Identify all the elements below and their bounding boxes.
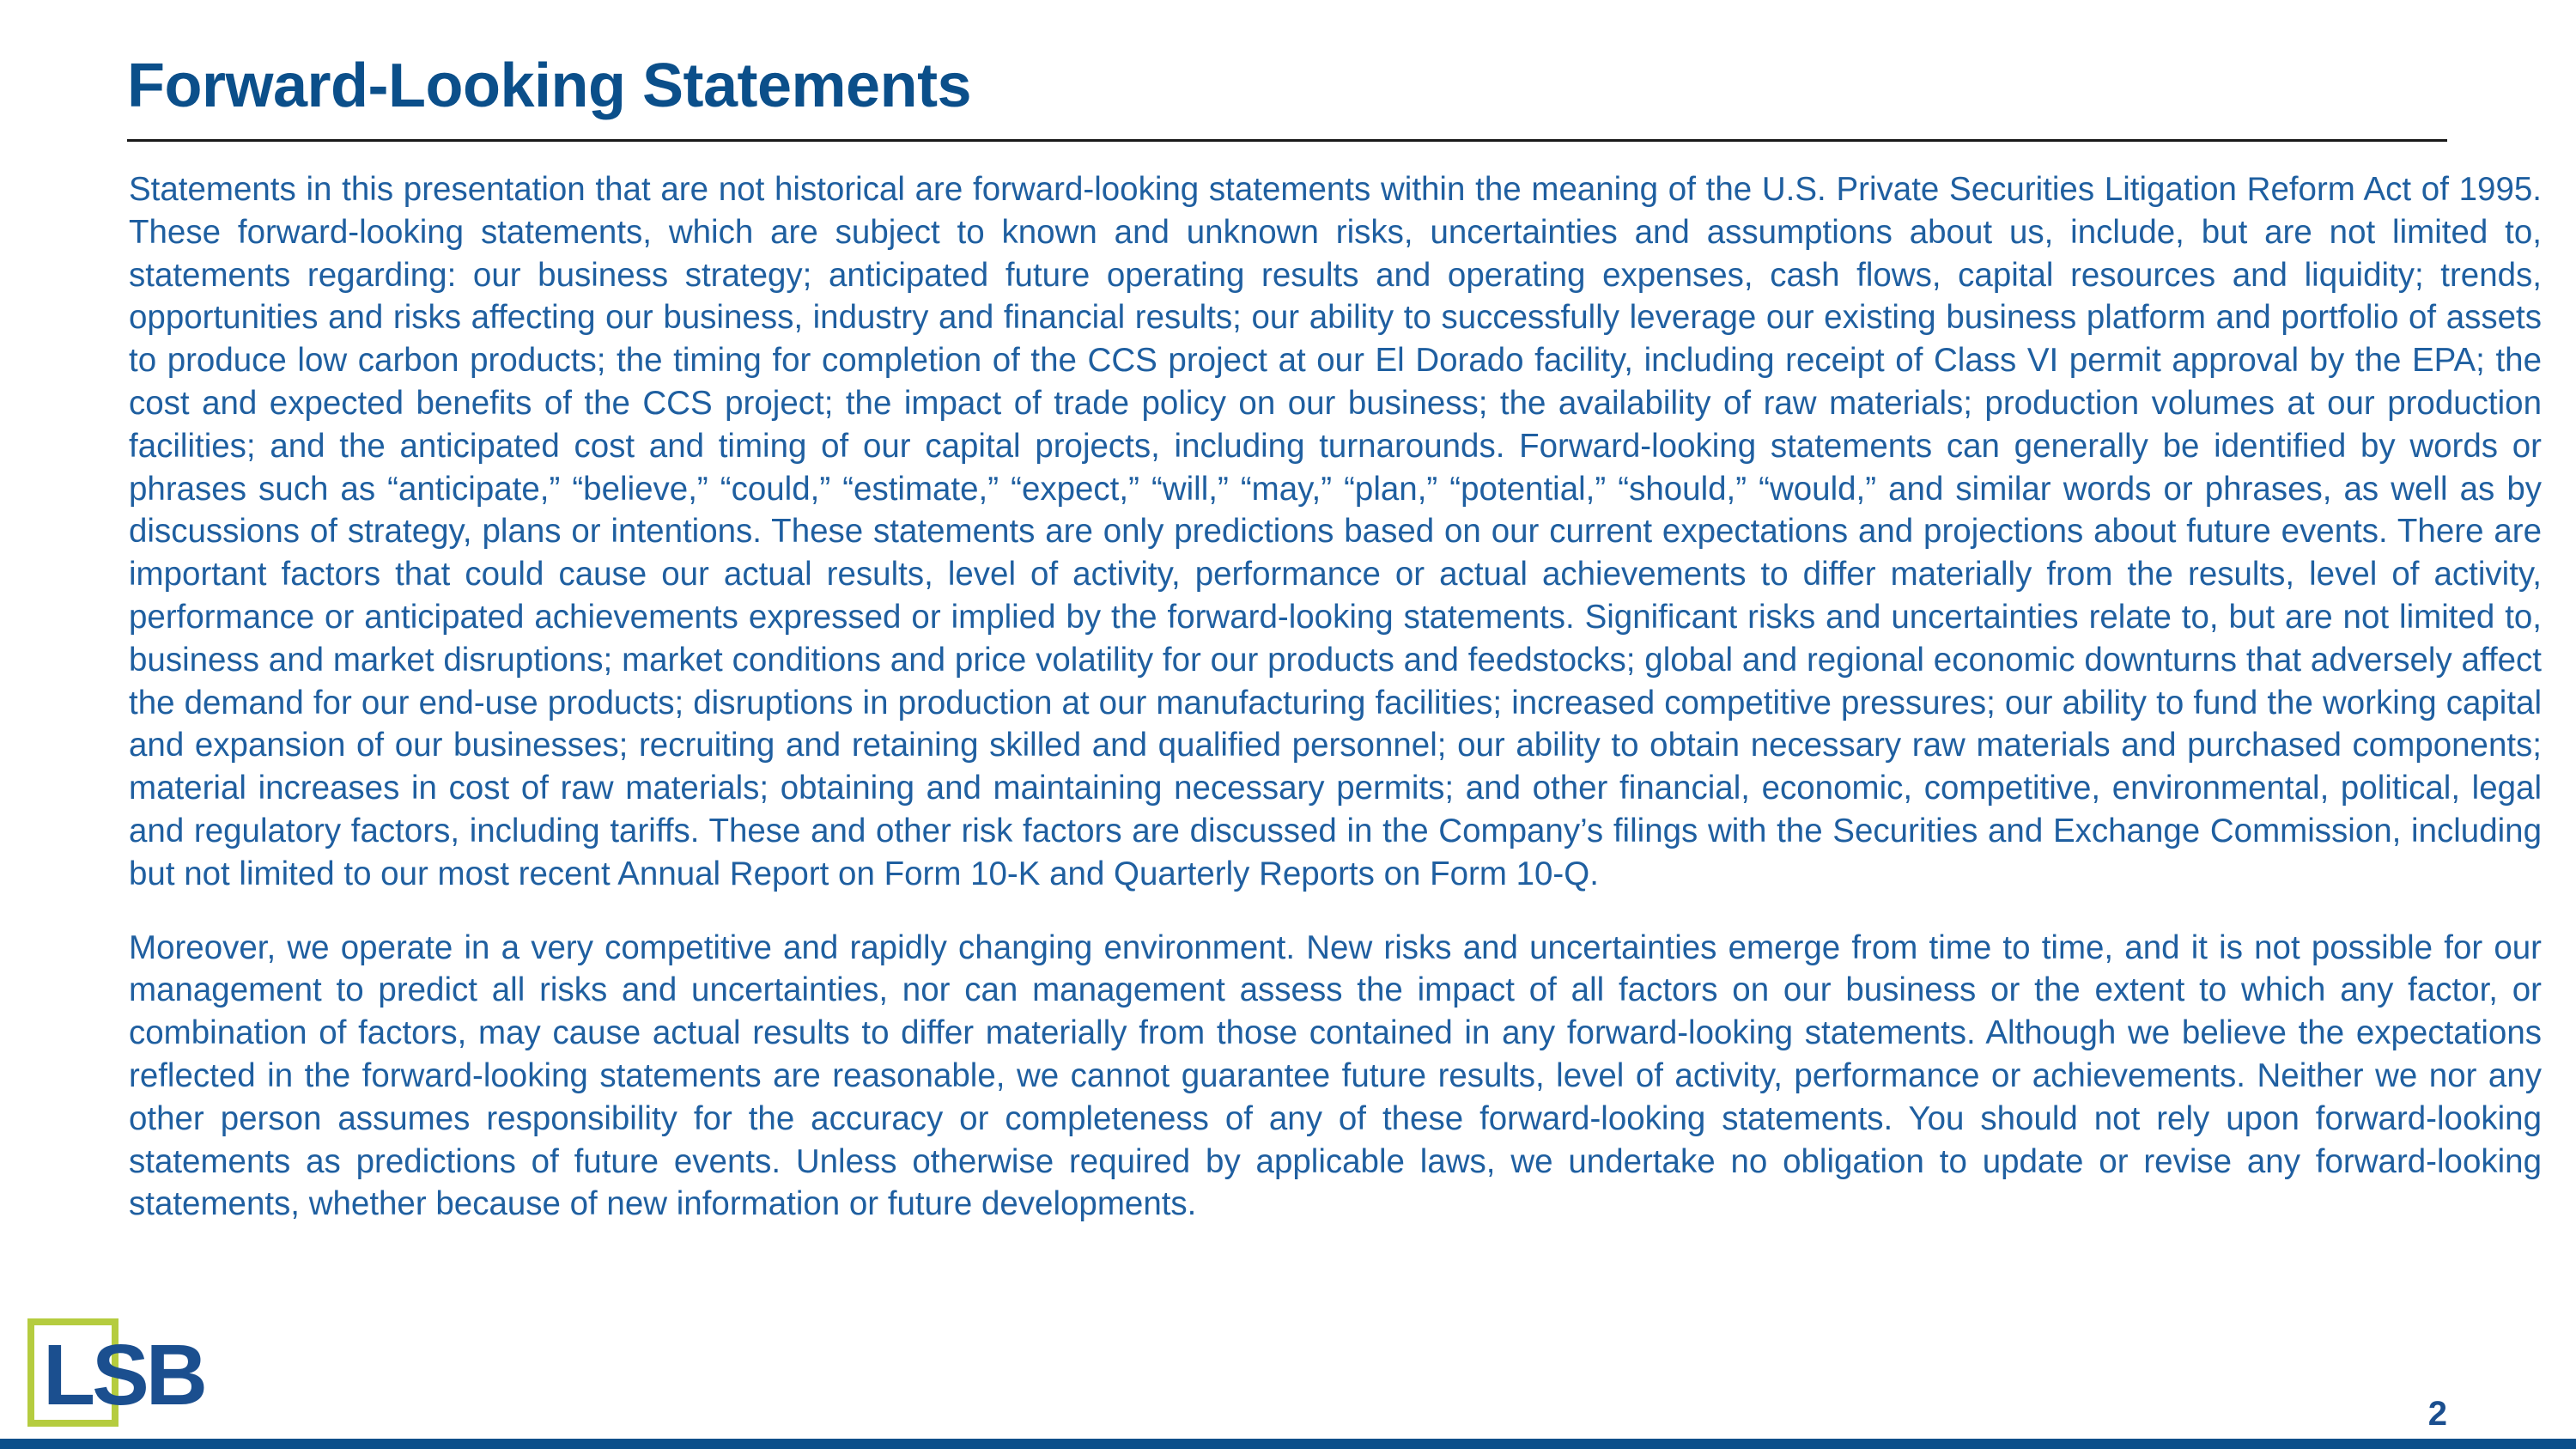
logo-text: LSB bbox=[43, 1327, 204, 1423]
disclaimer-paragraph-1: Statements in this presentation that are not historical are forward-looking statements within the meaning of the U.S. Private Securities Litigation Reform Act of 1995. These forward-looking statements, which are subject to known and unknown risks, uncertainties and assumptions about us, include, but are not limited to, statements regarding: our business strategy; anticipated future operating results and operating expenses, cash flows, capital resources and liquidity; trends, opportunities and risks affecting our business, industry and financial results; our ability to successfully leverage our existing business platform and portfolio of assets to produce low carbon products; the timing for completion of the CCS project at our El Dorado facility, including receipt of Class VI permit approval by the EPA; the cost and expected benefits of the CCS project; the impact of trade policy on our business; the availability of raw materials; production volumes at our production facilities; and the anticipated cost and timing of our capital projects, including turnarounds. Forward-looking statements can generally be identified by words or phrases such as “anticipate,” “believe,” “could,” “estimate,” “expect,” “will,” “may,” “plan,” “potential,” “should,” “would,” and similar words or phrases, as well as by discussions of strategy, plans or intentions. These statements are only predictions based on our current expectations and projections about future events. There are important factors that could cause our actual results, level of activity, performance or actual achievements to differ materially from the results, level of activity, performance or anticipated achievements expressed or implied by the forward-looking statements. Significant risks and uncertainties relate to, but are not limited to, business and market disruptions; market conditions and price volatility for our products and feedstocks; global and regional economic downturns that adversely affect the demand for our end-use products; disruptions in production at our manufacturing facilities; increased competitive pressures; our ability to fund the working capital and expansion of our businesses; recruiting and retaining skilled and qualified personnel; our ability to obtain necessary raw materials and purchased components; material increases in cost of raw materials; obtaining and maintaining necessary permits; and other financial, economic, competitive, environmental, political, legal and regulatory factors, including tariffs. These and other risk factors are discussed in the Company’s filings with the Securities and Exchange Commission, including but not limited to our most recent Annual Report on Form 10-K and Quarterly Reports on Form 10-Q. bbox=[129, 171, 2542, 892]
title-divider bbox=[127, 139, 2447, 142]
disclaimer-body bbox=[129, 168, 2542, 1226]
footer-bar bbox=[0, 1439, 2576, 1449]
page-number: 2 bbox=[2427, 1395, 2447, 1433]
company-logo bbox=[24, 1318, 222, 1439]
slide-title: Forward-Looking Statements bbox=[127, 52, 972, 120]
disclaimer-paragraph-2: Moreover, we operate in a very competitive and rapidly changing environment. New risks and uncertainties emerge from time to time, and it is not possible for our management to predict all risks and uncertainties, nor can management assess the impact of all factors on our business or the extent to which any factor, or combination of factors, may cause actual results to differ materially from those contained in any forward-looking statements. Although we believe the expectations reflected in the forward-looking statements are reasonable, we cannot guarantee future results, level of activity, performance or achievements. Neither we nor any other person assumes responsibility for the accuracy or completeness of any of these forward-looking statements. You should not rely upon forward-looking statements as predictions of future events. Unless otherwise required by applicable laws, we undertake no obligation to update or revise any forward-looking statements, whether because of new information or future developments. bbox=[129, 928, 2542, 1223]
